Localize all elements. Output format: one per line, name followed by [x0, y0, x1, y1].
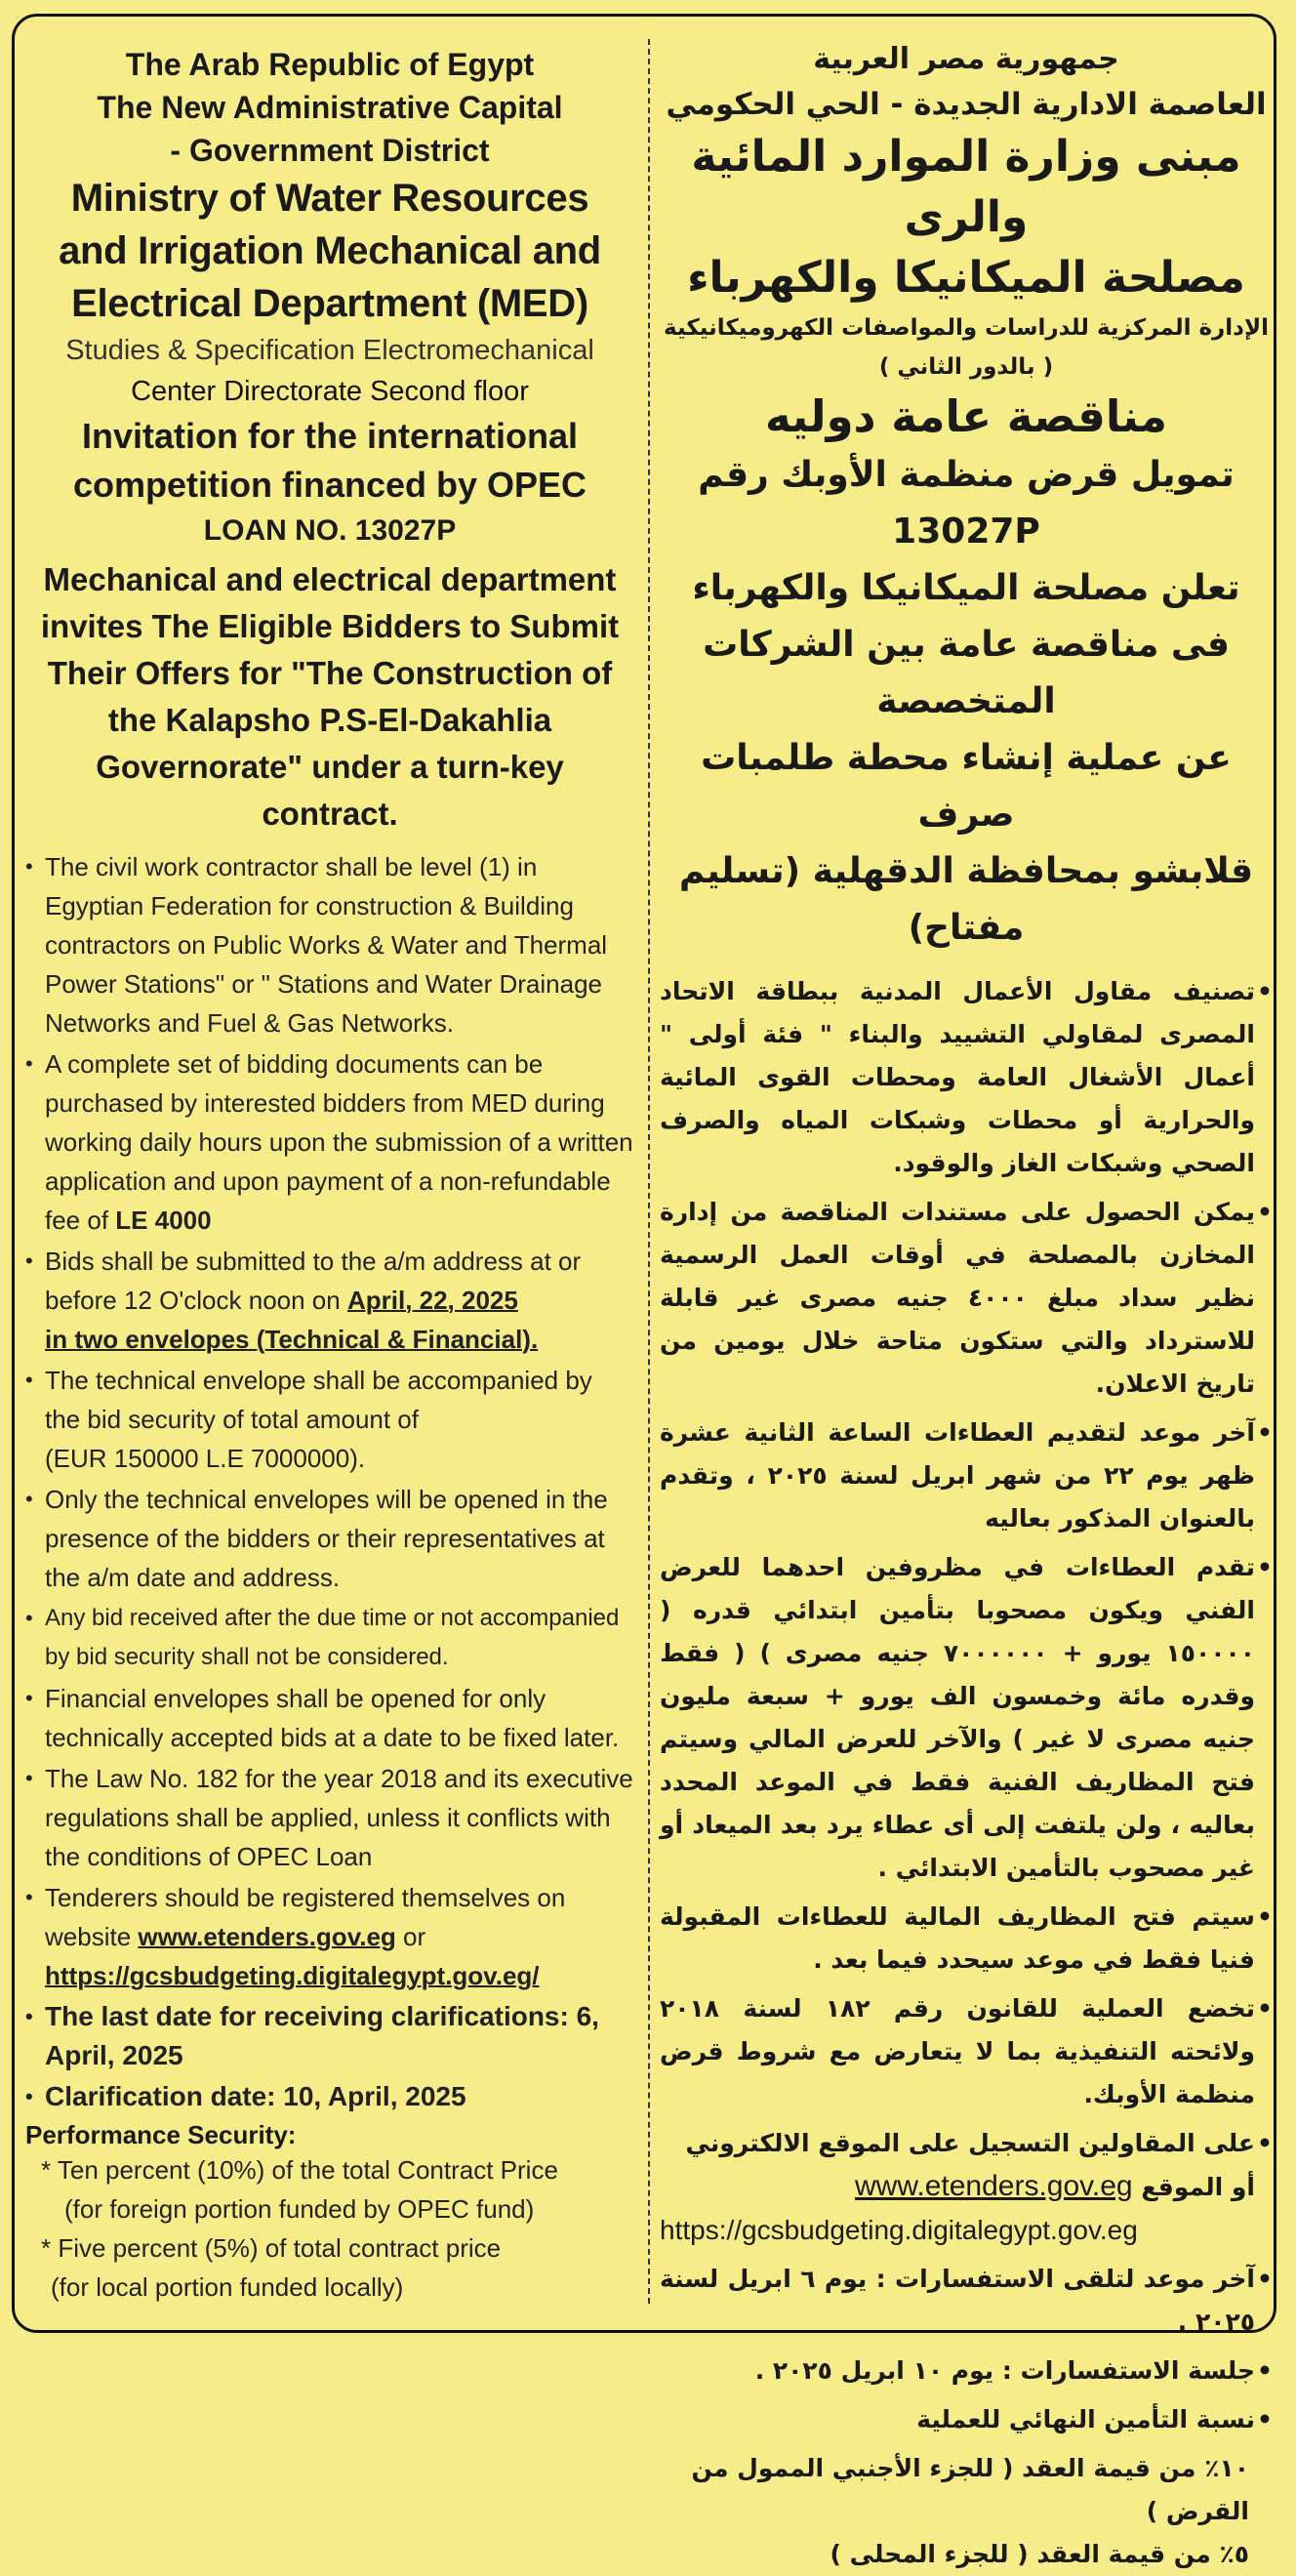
list-item [25, 1878, 634, 1995]
arabic-performance-1: ١٠٪ من قيمة العقد ( للجزء الأجنبي الممول من القرض ) [691, 2454, 1249, 2525]
ministry-line-1: Ministry of Water Resources [70, 177, 589, 220]
invitation-line-1: Invitation for the international [81, 416, 578, 456]
registration-text: Tenderers should be registered themselves on website [45, 1883, 566, 1951]
column-divider [648, 39, 650, 2304]
list-item [660, 2258, 1273, 2344]
bids-deadline-date: April, 22, 2025 [346, 1286, 518, 1315]
performance-line-4: (for local portion funded locally) [51, 2272, 404, 2302]
list-item [25, 1242, 634, 1359]
etenders-link[interactable]: www.etenders.gov.eg [138, 1922, 396, 1951]
list-item [25, 847, 634, 1043]
list-item [660, 1546, 1273, 1890]
ministry-line-3: Electrical Department (MED) [71, 282, 588, 325]
arabic-deadline: آخر موعد لتقديم العطاءات الساعة الثانية عشرة ظهر يوم ٢٢ من شهر ابريل لسنة ٢٠٢٥ ، وتقدم بالعنوان المذكور بعاليه [660, 1418, 1255, 1533]
arabic-capital: العاصمة الادارية الجديدة - الحي الحكومي [666, 87, 1267, 122]
arabic-intro-5: قلابشو بمحافظة الدقهلية (تسليم مفتاح) [678, 851, 1254, 948]
list-item [660, 970, 1273, 1185]
list-item [660, 1191, 1273, 1406]
technical-opening-text: Only the technical envelopes will be opened in the presence of the bidders or their representatives at the a/m date and address. [45, 1485, 608, 1592]
list-item [660, 2122, 1273, 2252]
studies-line-1: Studies & Specification Electromechanical [65, 335, 594, 366]
list-item [660, 1411, 1273, 1540]
list-item [660, 2398, 1273, 2441]
last-clarification-date: The last date for receiving clarifications: 6, April, 2025 [45, 2001, 599, 2070]
list-item [25, 1679, 634, 1757]
financial-envelope-text: Financial envelopes shall be opened for only technically accepted bids at a date to be fixed later. [45, 1684, 620, 1752]
loan-number: LOAN NO. 13027P [203, 514, 457, 547]
arabic-intro-4: عن عملية إنشاء محطة طلمبات صرف [701, 738, 1232, 835]
arabic-registration: على المقاولين التسجيل على الموقع الالكتروني [685, 2129, 1255, 2157]
arabic-envelopes: تقدم العطاءات في مظروفين احدهما للعرض الفني ويكون مصحوبا بتأمين ابتدائي قدره ( ١٥٠٠٠٠ يورو + ٧٠٠٠٠٠٠ جنيه مصرى ) ( فقط وقدره مائة وخمسون الف يورو + سبعة مليون جنيه مصرى لا غير ) والآخر للعرض المالي وسيتم فتح المظاريف الفنية فقط في الموعد المحدد بعاليه ، ولن يلتفت إلى أى عطاء يرد بعد الميعاد أو غير مصحوب بالتأمين الابتدائي . [660, 1553, 1255, 1882]
law-text: The Law No. 182 for the year 2018 and its executive regulations shall be applied, unless it conflicts with the conditions of OPEC Loan [45, 1764, 633, 1871]
district-line: - Government District [170, 133, 490, 168]
invitation-line-2: competition financed by OPEC [72, 465, 587, 505]
list-item [25, 1480, 634, 1597]
invitation-intro: Mechanical and electrical department invites The Eligible Bidders to Submit Their Offers for "The Construction of the Kalapsho P.S-El-Dakahlia Governorate" under a turn-key contract. [40, 561, 620, 832]
documents-text: A complete set of bidding documents can be purchased by interested bidders from MED during working daily hours upon the submission of a written application and upon payment of a non-refundable fee of [45, 1049, 633, 1235]
arabic-tender-title: مناقصة عامة دوليه [765, 390, 1167, 442]
arabic-intro-3: فى مناقصة عامة بين الشركات المتخصصة [703, 625, 1230, 721]
arabic-performance-2: ٥٪ من قيمة العقد ( للجزء المحلى ) [830, 2540, 1249, 2568]
list-item [660, 1987, 1273, 2116]
arabic-clarification-session: جلسة الاستفسارات : يوم ١٠ ابريل ٢٠٢٥ . [754, 2356, 1255, 2385]
arabic-etenders-link[interactable]: www.etenders.gov.eg [855, 2170, 1133, 2202]
list-item [25, 1997, 634, 2075]
studies-line-2: Center Directorate Second floor [131, 376, 529, 407]
capital-line: The New Administrative Capital [97, 90, 563, 125]
documents-fee: LE 4000 [115, 1206, 212, 1235]
arabic-civil-work: تصنيف مقاول الأعمال المدنية ببطاقة الاتحاد المصرى لمقاولي التشييد والبناء " فئة أولى " أعمال الأشغال العامة ومحطات القوى المائية والحرارية أو محطات وشبكات المياه والصرف الصحي وشبكات الغاز والوقود. [660, 977, 1255, 1177]
gcsbudgeting-link[interactable]: https://gcsbudgeting.digitalegypt.gov.eg/ [45, 1961, 540, 1990]
arabic-intro-2: تعلن مصلحة الميكانيكا والكهرباء [692, 568, 1240, 608]
arabic-column [660, 37, 1273, 2576]
ministry-line-2: and Irrigation Mechanical and [59, 229, 601, 272]
arabic-intro-1: تمويل قرض منظمة الأوبك رقم 13027P [698, 455, 1235, 552]
conditions-list [25, 847, 634, 2116]
bid-security-amount: (EUR 150000 L.E 7000000). [45, 1444, 366, 1473]
list-item [25, 2077, 634, 2116]
list-item [25, 1759, 634, 1876]
technical-envelope-text: The technical envelope shall be accompanied by the bid security of total amount of [45, 1366, 592, 1434]
english-column [25, 43, 634, 2307]
performance-line-1: * Ten percent (10%) of the total Contract Price [41, 2155, 558, 2185]
arabic-or-site: أو الموقع [1141, 2173, 1255, 2201]
bids-envelopes: in two envelopes (Technical & Financial). [45, 1325, 539, 1354]
clarification-session-date: Clarification date: 10, April, 2025 [45, 2081, 466, 2111]
list-item [25, 1599, 634, 1677]
arabic-directorate: الإدارة المركزية للدراسات والمواصفات الكهروميكانيكية ( بالدور الثاني ) [664, 315, 1269, 380]
list-item [25, 1361, 634, 1478]
performance-line-3: * Five percent (5%) of total contract price [41, 2233, 502, 2263]
arabic-final-security: نسبة التأمين النهائي للعملية [916, 2405, 1255, 2433]
arabic-law: تخضع العملية للقانون رقم ١٨٢ لسنة ٢٠١٨ ولائحته التنفيذية بما لا يتعارض مع شروط قرض منظمة الأوبك. [660, 1994, 1255, 2108]
arabic-last-clarification: آخر موعد لتلقى الاستفسارات : يوم ٦ ابريل لسنة ٢٠٢٥ . [660, 2265, 1256, 2336]
arabic-country: جمهورية مصر العربية [813, 42, 1119, 76]
registration-or: or [403, 1922, 426, 1951]
arabic-conditions-list [660, 970, 1273, 2441]
list-item [660, 1896, 1273, 1982]
arabic-ministry: مبنى وزارة الموارد المائية والرى [691, 132, 1241, 242]
performance-line-2: (for foreign portion funded by OPEC fund) [64, 2194, 535, 2224]
bids-text: Bids shall be submitted to the a/m address at or before 12 O'clock noon on [45, 1247, 582, 1315]
late-bid-text: Any bid received after the due time or not accompanied by bid security shall not be considered. [45, 1605, 620, 1670]
arabic-department: مصلحة الميكانيكا والكهرباء [687, 253, 1245, 303]
country-line: The Arab Republic of Egypt [125, 47, 535, 82]
civil-work-text: The civil work contractor shall be level (1) in Egyptian Federation for construction & Building contractors on Public Works & Water and Thermal Power Stations" or " Stations and Water Drainage Networks and Fuel & Gas Networks. [45, 852, 608, 1038]
arabic-gcsbudgeting-link[interactable]: https://gcsbudgeting.digitalegypt.gov.eg [660, 2215, 1138, 2245]
arabic-documents: يمكن الحصول على مستندات المناقصة من إدارة المخازن بالمصلحة في أوقات العمل الرسمية نظير سداد مبلغ ٤٠٠٠ جنيه مصرى غير قابلة للاسترداد والتي ستكون متاحة خلال يومين من تاريخ الاعلان. [660, 1198, 1255, 1398]
arabic-financial: سيتم فتح المظاريف المالية للعطاءات المقبولة فنيا فقط في موعد سيحدد فيما بعد . [660, 1902, 1255, 1974]
list-item [25, 1044, 634, 1240]
list-item [660, 2350, 1273, 2392]
performance-security-title: Performance Security: [25, 2120, 297, 2149]
